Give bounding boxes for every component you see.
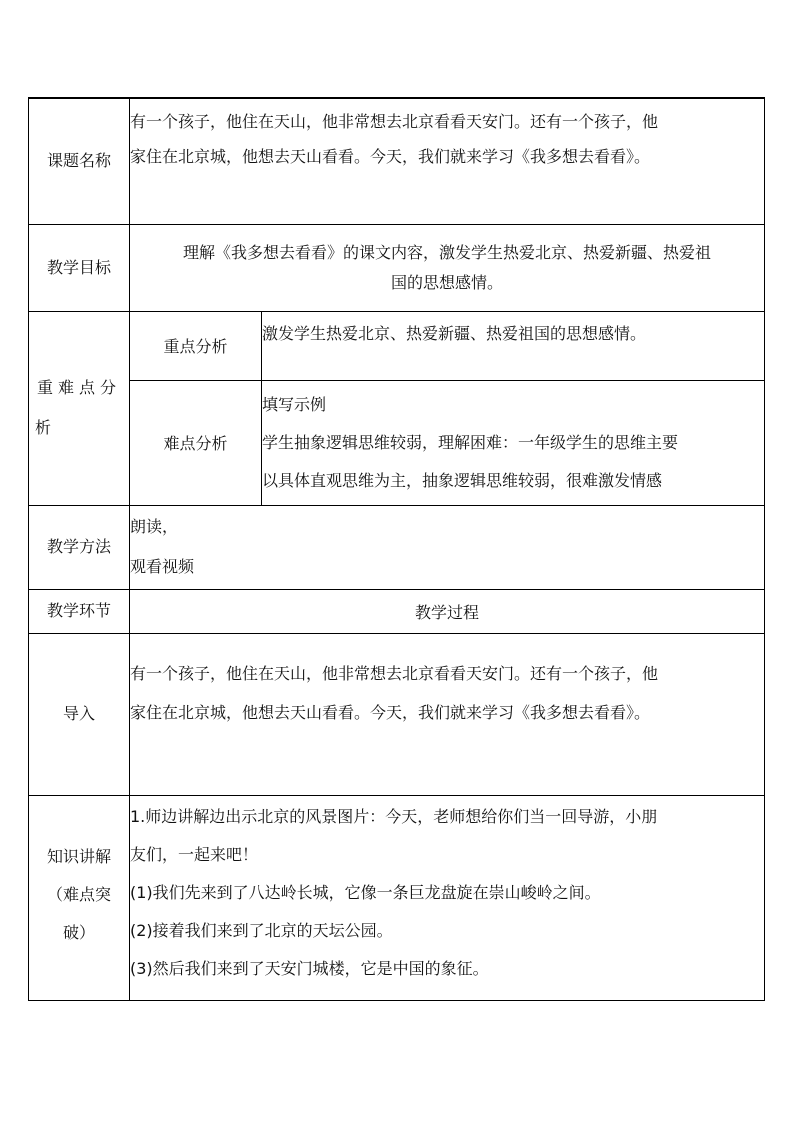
process-header-value: 教学过程 [130,589,765,633]
difficult-line: 填写示例 [262,394,327,414]
knowledge-line: 友们，一起来吧！ [130,844,259,864]
row-title [29,98,765,224]
title-content [130,98,765,224]
row-method [29,505,765,589]
lesson-plan-table [28,97,765,1001]
method-line: 朗读， [130,517,179,536]
row-knowledge [29,795,765,1000]
row-goal [29,224,765,311]
intro-line: 有一个孩子，他住在天山，他非常想去北京看看天安门。还有一个孩子，他 [130,663,659,683]
key-point-label: 重点分析 [130,311,262,380]
difficult-line: 学生抽象逻辑思维较弱，理解困难：一年级学生的思维主要 [262,432,679,452]
intro-line: 家住在北京城，他想去天山看看。今天，我们就来学习《我多想去看看》。 [130,702,651,722]
method-label: 教学方法 [29,505,130,589]
analysis-label-line: 析 [35,418,57,437]
analysis-label [29,311,130,505]
analysis-label-line: 重难点分 [36,378,121,397]
row-key-point [29,311,765,380]
row-difficult-point [29,380,765,505]
knowledge-label-line: 知识讲解 [46,846,111,866]
goal-line: 理解《我多想去看看》的课文内容，激发学生热爱北京、热爱新疆、热爱祖 [183,242,712,262]
method-line: 观看视频 [130,557,195,576]
title-label: 课题名称 [29,98,130,224]
difficult-point-label: 难点分析 [130,380,262,505]
goal-label: 教学目标 [29,224,130,311]
row-process-header [29,589,765,633]
knowledge-content [130,795,765,1000]
goal-line: 国的思想感情。 [391,272,504,292]
knowledge-label [29,795,130,1000]
knowledge-line: 1.师边讲解边出示北京的风景图片：今天，老师想给你们当一回导游，小朋 [130,806,658,826]
knowledge-line: (1)我们先来到了八达岭长城，它像一条巨龙盘旋在崇山峻岭之间。 [130,882,601,902]
intro-label: 导入 [29,633,130,795]
knowledge-label-line: （难点突 [46,884,111,904]
difficult-line: 以具体直观思维为主，抽象逻辑思维较弱，很难激发情感 [262,470,663,490]
method-content [130,505,765,589]
knowledge-label-line: 破） [62,922,95,942]
title-line: 有一个孩子，他住在天山，他非常想去北京看看天安门。还有一个孩子，他 [130,112,659,131]
knowledge-line: (2)接着我们来到了北京的天坛公园。 [130,920,393,940]
process-header-label: 教学环节 [29,589,130,633]
knowledge-line: (3)然后我们来到了天安门城楼，它是中国的象征。 [130,958,489,978]
difficult-point-content [262,380,765,505]
key-point-text: 激发学生热爱北京、热爱新疆、热爱祖国的思想感情。 [262,311,765,380]
goal-content [130,224,765,311]
row-intro [29,633,765,795]
title-line: 家住在北京城，他想去天山看看。今天，我们就来学习《我多想去看看》。 [130,147,651,166]
intro-content [130,633,765,795]
